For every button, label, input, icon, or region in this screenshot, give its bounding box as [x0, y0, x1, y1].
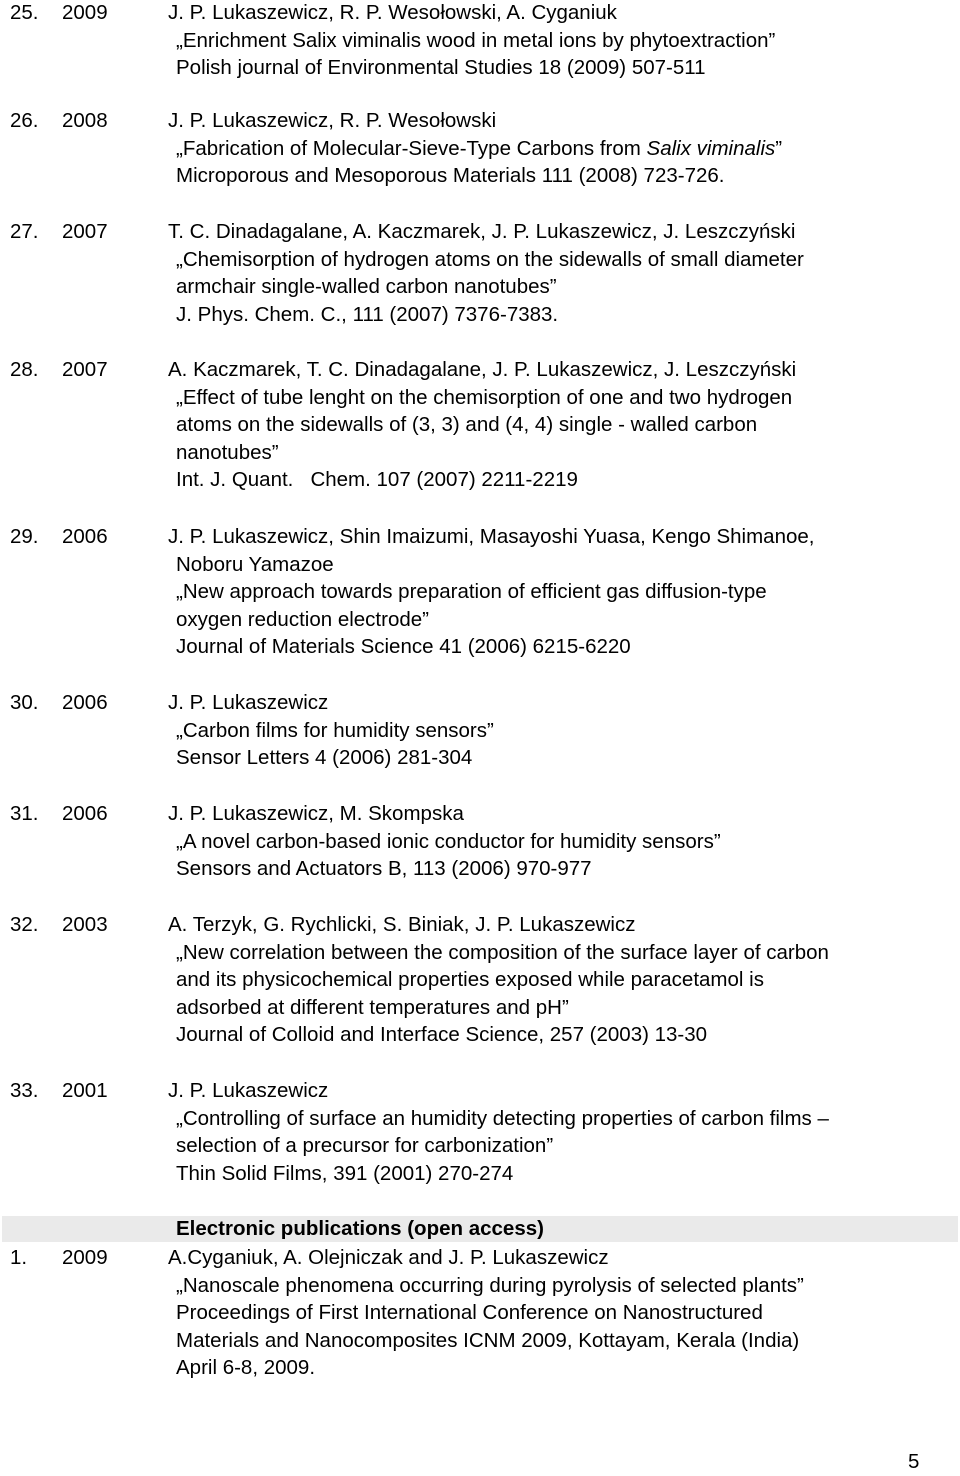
entry-title: „New approach towards preparation of efficient gas diffusion-type: [176, 580, 767, 604]
entry-title: „Enrichment Salix viminalis wood in metal ions by phytoextraction”: [176, 28, 776, 52]
entry-source: Thin Solid Films, 391 (2001) 270-274: [176, 1161, 514, 1185]
entry-source: Materials and Nanocomposites ICNM 2009, Kottayam, Kerala (India): [176, 1328, 800, 1352]
entry-title: „Carbon films for humidity sensors”: [176, 718, 494, 742]
entry-authors: J. P. Lukaszewicz, R. P. Wesołowski, A. Cyganiuk: [168, 1, 617, 24]
entry-title: nanotubes”: [176, 440, 279, 464]
entry-title: „A novel carbon-based ionic conductor for humidity sensors”: [176, 829, 721, 853]
page-number: 5: [908, 1450, 920, 1473]
entry-title: atoms on the sidewalls of (3, 3) and (4, 4) single - walled carbon: [176, 413, 758, 437]
entry-source: Journal of Materials Science 41 (2006) 6215-6220: [176, 635, 631, 659]
entry-year: 2009: [62, 1, 108, 24]
entry-year: 2006: [62, 802, 108, 825]
entry-number: 29.: [10, 525, 39, 548]
entry-title: „New correlation between the composition of the surface layer of carbon: [176, 940, 829, 964]
entry-source: Proceedings of First International Conference on Nanostructured: [176, 1301, 763, 1325]
entry-title: oxygen reduction electrode”: [176, 607, 429, 631]
entry-title: and its physicochemical properties exposed while paracetamol is: [176, 968, 764, 992]
entry-number: 1.: [10, 1246, 28, 1269]
entry-authors: A. Kaczmarek, T. C. Dinadagalane, J. P. Lukaszewicz, J. Leszczyński: [168, 358, 797, 381]
entry-title: „Fabrication of Molecular-Sieve-Type Carbons from Salix viminalis”: [176, 136, 783, 160]
entry-number: 25.: [10, 1, 39, 24]
entry-number: 31.: [10, 802, 39, 825]
entry-authors: J. P. Lukaszewicz, R. P. Wesołowski: [168, 109, 497, 132]
entry-source: Int. J. Quant. Chem. 107 (2007) 2211-2219: [176, 468, 578, 492]
entry-year: 2006: [62, 691, 108, 714]
entry-title: adsorbed at different temperatures and pH”: [176, 995, 569, 1019]
entry-source: Polish journal of Environmental Studies 18 (2009) 507-511: [176, 56, 706, 80]
entry-authors: A.Cyganiuk, A. Olejniczak and J. P. Lukaszewicz: [168, 1246, 609, 1269]
species-name: Salix viminalis: [292, 28, 421, 52]
entry-title: „Chemisorption of hydrogen atoms on the sidewalls of small diameter: [176, 247, 804, 271]
section-title: Electronic publications (open access): [176, 1217, 544, 1240]
entry-authors: Noboru Yamazoe: [176, 552, 334, 576]
entry-number: 28.: [10, 358, 39, 381]
entry-number: 32.: [10, 913, 39, 936]
entry-year: 2006: [62, 525, 108, 548]
entry-authors: J. P. Lukaszewicz: [168, 1079, 329, 1102]
entry-authors: J. P. Lukaszewicz, Shin Imaizumi, Masayoshi Yuasa, Kengo Shimanoe,: [168, 525, 815, 548]
entry-source: J. Phys. Chem. C., 111 (2007) 7376-7383.: [176, 302, 559, 326]
entry-source: Microporous and Mesoporous Materials 111 (2008) 723-726.: [176, 164, 725, 188]
entry-authors: J. P. Lukaszewicz, M. Skompska: [168, 802, 464, 825]
entry-authors: A. Terzyk, G. Rychlicki, S. Biniak, J. P. Lukaszewicz: [168, 913, 636, 936]
entry-authors: J. P. Lukaszewicz: [168, 691, 329, 714]
entry-source: Sensor Letters 4 (2006) 281-304: [176, 746, 473, 770]
entry-year: 2007: [62, 220, 108, 243]
entry-source: Sensors and Actuators B, 113 (2006) 970-977: [176, 857, 592, 881]
species-name: Salix viminalis: [646, 136, 776, 160]
entry-number: 33.: [10, 1079, 39, 1102]
entry-year: 2007: [62, 358, 108, 381]
entry-number: 27.: [10, 220, 39, 243]
entry-number: 30.: [10, 691, 39, 714]
entry-title: „Controlling of surface an humidity detecting properties of carbon films –: [176, 1106, 829, 1130]
entry-source: Journal of Colloid and Interface Science, 257 (2003) 13-30: [176, 1023, 708, 1047]
entry-year: 2008: [62, 109, 108, 132]
entry-source: April 6-8, 2009.: [176, 1356, 316, 1380]
entry-year: 2009: [62, 1246, 108, 1269]
entry-title: selection of a precursor for carbonization”: [176, 1134, 554, 1158]
entry-year: 2001: [62, 1079, 108, 1102]
entry-number: 26.: [10, 109, 39, 132]
entry-authors: T. C. Dinadagalane, A. Kaczmarek, J. P. Lukaszewicz, J. Leszczyński: [168, 220, 796, 243]
entry-title: „Nanoscale phenomena occurring during pyrolysis of selected plants”: [176, 1273, 804, 1297]
entry-year: 2003: [62, 913, 108, 936]
entry-title: „Effect of tube lenght on the chemisorption of one and two hydrogen: [176, 385, 793, 409]
entry-title: armchair single-walled carbon nanotubes”: [176, 275, 557, 299]
